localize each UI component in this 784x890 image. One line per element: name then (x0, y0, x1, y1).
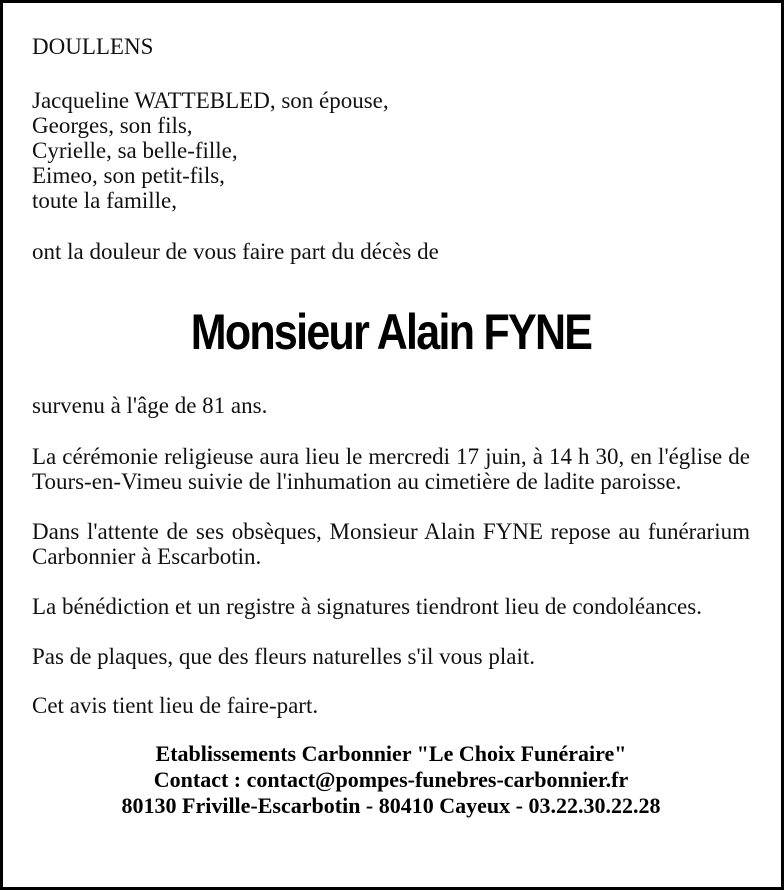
age-paragraph: survenu à l'âge de 81 ans. (32, 393, 268, 418)
funeral-home-footer (32, 741, 750, 819)
ceremony-paragraph: La cérémonie religieuse aura lieu le mercredi 17 juin, à 14 h 30, en l'église de Tours-en-Vimeu suivie de l'inhumation au cimetière de ladite paroisse. (32, 444, 750, 494)
family-member: Cyrielle, sa belle-fille, (32, 138, 238, 163)
family-list (32, 88, 750, 213)
faire-part-paragraph: Cet avis tient lieu de faire-part. (32, 693, 319, 718)
place-name: DOULLENS (32, 34, 154, 59)
company-name: Etablissements Carbonnier "Le Choix Funéraire" (155, 741, 627, 766)
blessing-paragraph: La bénédiction et un registre à signatures tiendront lieu de condoléances. (32, 594, 702, 619)
family-member: Eimeo, son petit-fils, (32, 163, 225, 188)
deceased-name: Monsieur Alain FYNE (190, 304, 592, 360)
announcement-intro: ont la douleur de vous faire part du décès de (32, 239, 439, 264)
flowers-paragraph: Pas de plaques, que des fleurs naturelles s'il vous plait. (32, 644, 536, 669)
family-member: Georges, son fils, (32, 113, 193, 138)
contact-line: Contact : contact@pompes-funebres-carbonnier.fr (153, 767, 629, 792)
address-line: 80130 Friville-Escarbotin - 80410 Cayeux - 03.22.30.22.28 (121, 793, 661, 818)
rest-location-paragraph: Dans l'attente de ses obsèques, Monsieur Alain FYNE repose au funérarium Carbonnier à Escarbotin. (32, 519, 750, 569)
family-member: Jacqueline WATTEBLED, son épouse, (32, 88, 389, 113)
family-member: toute la famille, (32, 188, 177, 213)
